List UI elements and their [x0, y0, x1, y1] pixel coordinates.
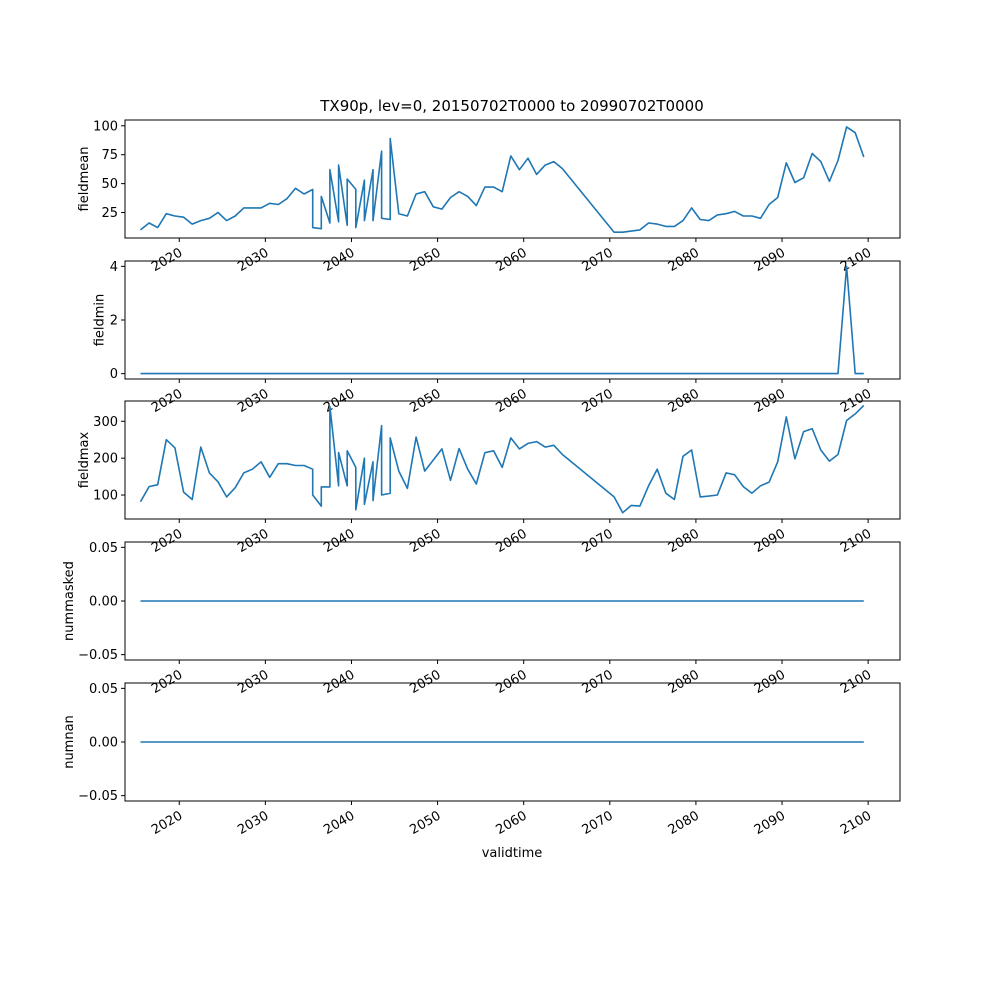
- x-tick-label: 2080: [665, 245, 702, 276]
- y-axis-label-fieldmax: fieldmax: [77, 431, 93, 489]
- x-tick-label: 2080: [665, 526, 702, 557]
- y-tick-label: 2: [109, 313, 118, 329]
- x-tick-label: 2040: [321, 386, 358, 417]
- x-tick-label: 2090: [751, 667, 789, 698]
- y-tick-label: −0.05: [78, 789, 118, 805]
- fieldmean-axes-frame: [125, 120, 900, 238]
- x-tick-label: 2030: [235, 245, 272, 276]
- subplot-fieldmax: [77, 401, 900, 556]
- x-tick-label: 2040: [321, 245, 358, 276]
- y-tick-label: 4: [109, 259, 118, 275]
- fieldmean-line: [141, 127, 864, 232]
- y-tick-label: 25: [101, 206, 118, 222]
- y-axis-label-numnan: numnan: [62, 715, 77, 769]
- y-tick-label: 0.05: [89, 540, 118, 556]
- y-tick-label: 0.05: [89, 681, 118, 697]
- y-tick-label: 200: [93, 451, 118, 467]
- y-axis-label-fieldmean: fieldmean: [77, 146, 93, 212]
- x-tick-label: 2100: [837, 808, 875, 839]
- x-tick-label: 2050: [407, 808, 444, 839]
- x-tick-label: 2050: [407, 667, 444, 698]
- x-tick-label: 2050: [407, 386, 444, 417]
- fieldmin-line: [141, 266, 864, 373]
- x-tick-label: 2070: [579, 386, 616, 417]
- x-tick-label: 2060: [493, 808, 530, 839]
- fieldmax-line: [141, 405, 864, 512]
- x-tick-label: 2100: [837, 245, 875, 276]
- x-tick-label: 2040: [321, 667, 358, 698]
- x-tick-label: 2070: [579, 526, 616, 557]
- y-tick-label: 0.00: [89, 594, 118, 610]
- subplot-numnan: [62, 682, 900, 838]
- x-tick-label: 2080: [665, 667, 702, 698]
- x-tick-label: 2060: [493, 386, 530, 417]
- subplot-stack: [62, 119, 900, 838]
- subplot-fieldmin: [92, 260, 900, 416]
- x-tick-label: 2020: [149, 526, 186, 557]
- y-tick-label: 300: [93, 414, 118, 430]
- x-tick-label: 2040: [321, 526, 358, 557]
- y-tick-label: −0.05: [78, 648, 118, 664]
- x-tick-label: 2090: [751, 526, 789, 557]
- x-tick-label: 2070: [579, 808, 616, 839]
- x-tick-label: 2030: [235, 386, 272, 417]
- x-tick-label: 2090: [751, 808, 789, 839]
- y-tick-label: 75: [101, 148, 118, 164]
- y-tick-label: 100: [93, 119, 118, 135]
- x-tick-label: 2050: [407, 526, 444, 557]
- x-tick-label: 2030: [235, 667, 272, 698]
- y-axis-label-fieldmin: fieldmin: [92, 293, 108, 347]
- subplot-fieldmean: [77, 119, 900, 275]
- x-tick-label: 2080: [665, 386, 702, 417]
- chart-title: TX90p, lev=0, 20150702T0000 to 20990702T0000: [320, 97, 704, 115]
- x-tick-label: 2020: [149, 386, 186, 417]
- fieldmax-axes-frame: [125, 401, 900, 519]
- y-tick-label: 100: [93, 488, 118, 504]
- x-tick-label: 2040: [321, 808, 358, 839]
- fieldmin-axes-frame: [125, 261, 900, 379]
- subplot-nummasked: [62, 541, 900, 697]
- x-tick-label: 2070: [579, 667, 616, 698]
- y-tick-label: 0: [109, 367, 118, 383]
- x-tick-label: 2030: [235, 808, 272, 839]
- y-tick-label: 0.00: [89, 735, 118, 751]
- x-tick-label: 2100: [837, 667, 875, 698]
- x-tick-label: 2060: [493, 526, 530, 557]
- x-tick-label: 2020: [149, 808, 186, 839]
- y-tick-label: 50: [101, 177, 118, 193]
- x-tick-label: 2060: [493, 245, 530, 276]
- x-tick-label: 2100: [837, 386, 875, 417]
- x-axis-label: validtime: [481, 846, 543, 861]
- x-tick-label: 2060: [493, 667, 530, 698]
- x-tick-label: 2070: [579, 245, 616, 276]
- x-tick-label: 2090: [751, 245, 789, 276]
- x-tick-label: 2020: [149, 667, 186, 698]
- y-axis-label-nummasked: nummasked: [62, 561, 77, 641]
- x-tick-label: 2050: [407, 245, 444, 276]
- x-tick-label: 2090: [751, 386, 789, 417]
- x-tick-label: 2080: [665, 808, 702, 839]
- x-tick-label: 2030: [235, 526, 272, 557]
- x-tick-label: 2100: [837, 526, 875, 557]
- x-tick-label: 2020: [149, 245, 186, 276]
